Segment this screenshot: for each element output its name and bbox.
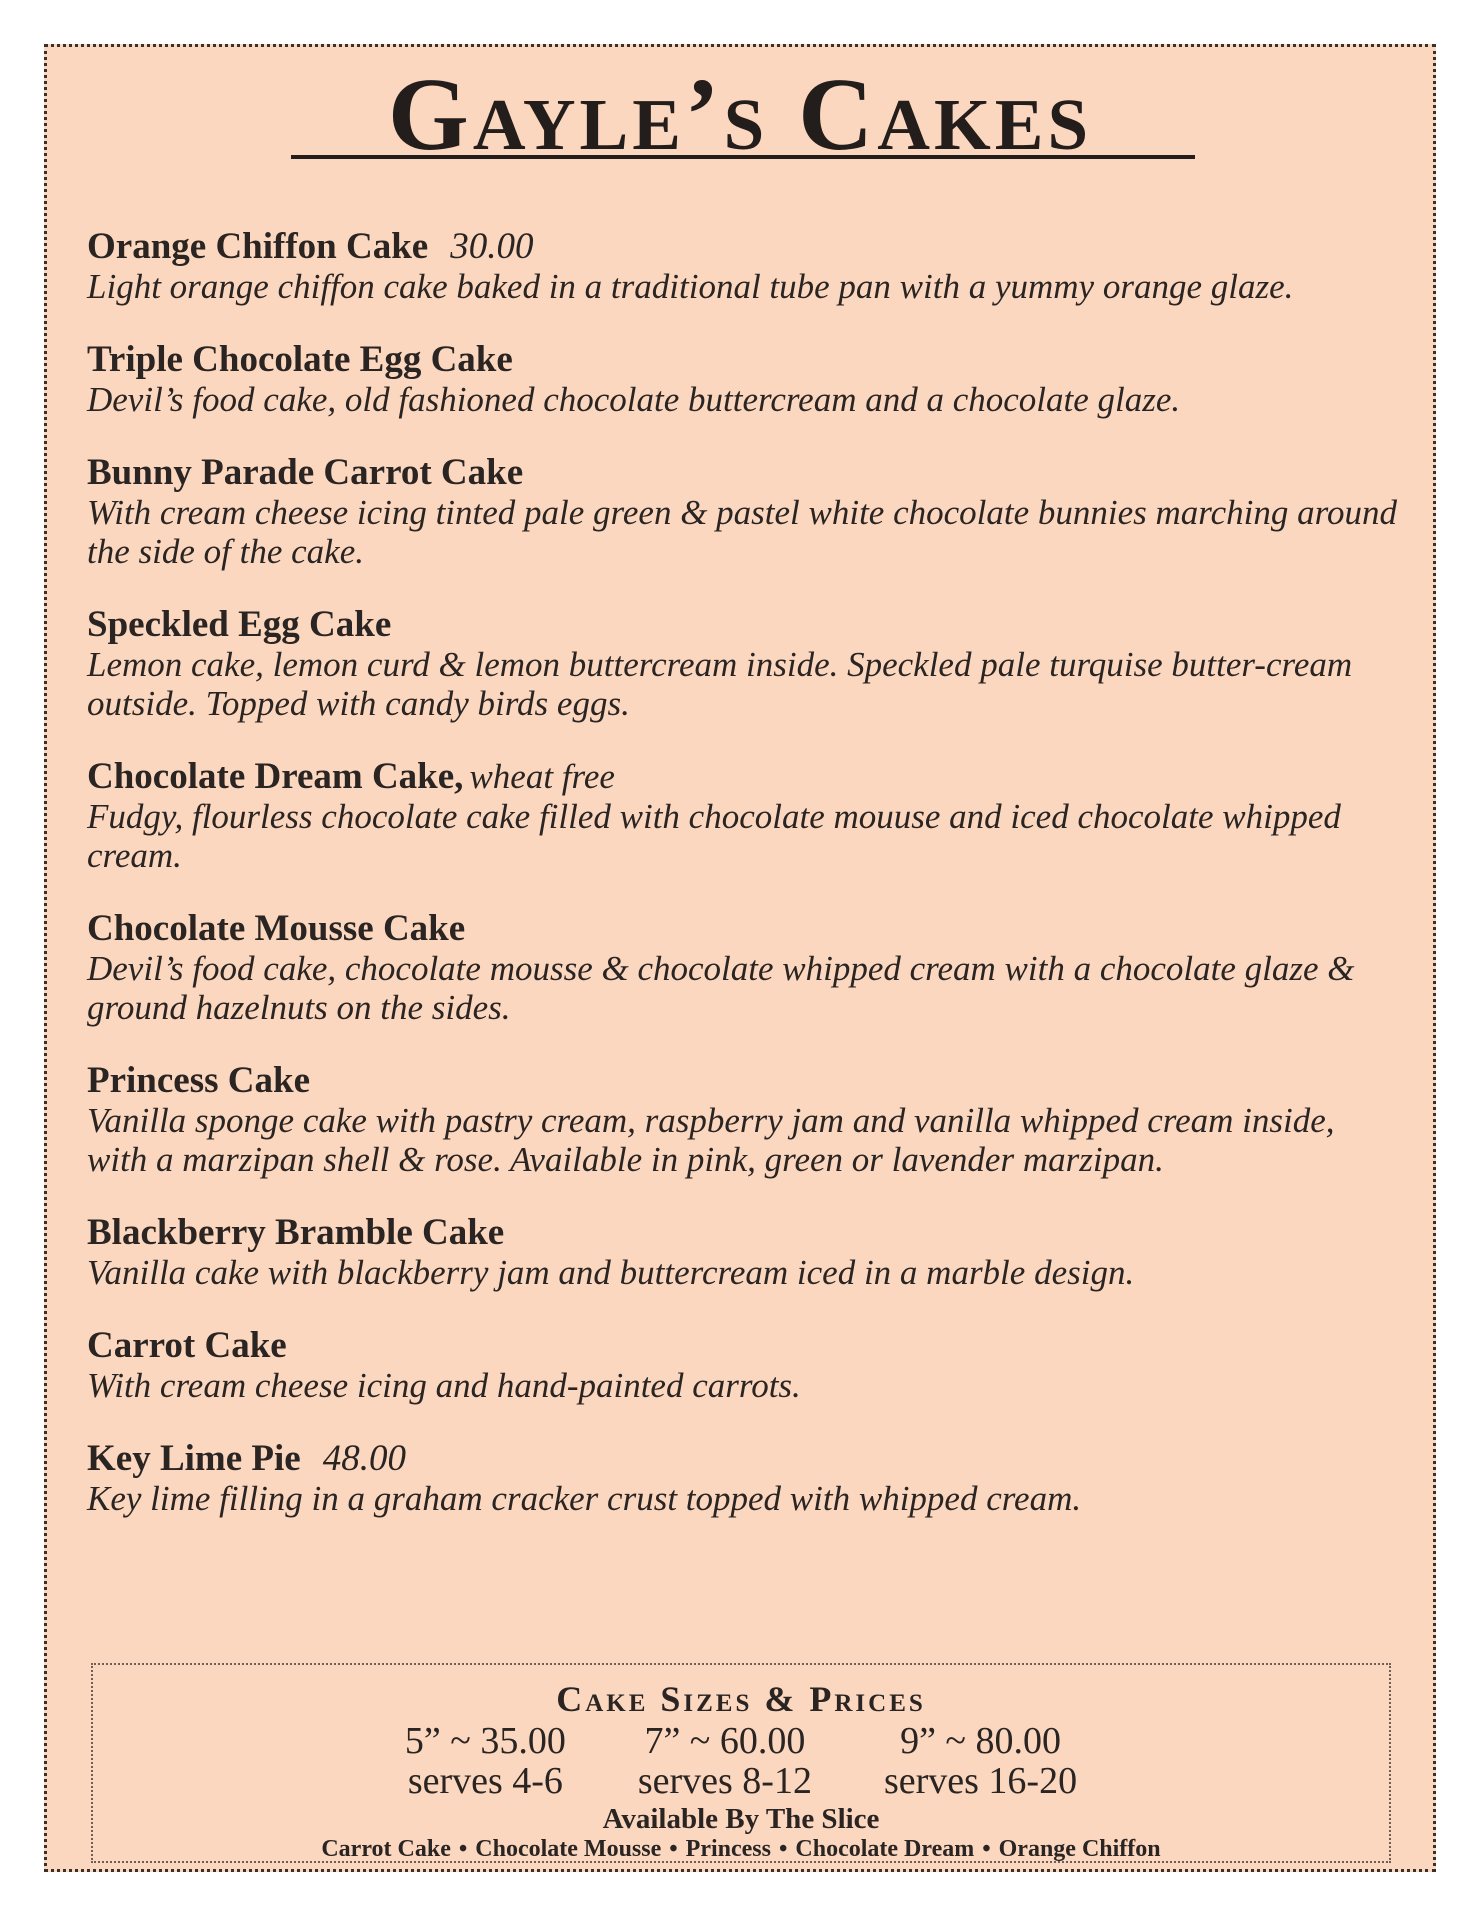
item-name: Triple Chocolate Egg Cake: [87, 339, 513, 380]
item-name: Carrot Cake: [87, 1325, 287, 1366]
size-serves: serves 4-6: [407, 1760, 563, 1802]
item-name: Princess Cake: [87, 1060, 310, 1101]
slice-title: Available By The Slice: [602, 1803, 880, 1835]
item-description: Devil’s food cake, chocolate mousse & chocolate whipped cream with a chocolate glaze & ground hazelnuts on the sides.: [87, 949, 1355, 1027]
item-description: Lemon cake, lemon curd & lemon buttercream inside. Speckled pale turquise butter-cream outside. Topped with candy birds eggs.: [87, 645, 1353, 723]
item-description: Vanilla sponge cake with pastry cream, raspberry jam and vanilla whipped cream inside, with a marzipan shell & rose. Available in pink, green or lavender marzipan.: [87, 1101, 1335, 1179]
menu-item: [87, 1439, 1403, 1518]
item-name: Chocolate Dream Cake,: [87, 756, 464, 797]
slice-separator: •: [778, 1836, 788, 1862]
item-name: Key Lime Pie: [87, 1438, 301, 1479]
menu-item: [87, 1061, 1403, 1179]
menu-item: [87, 1213, 1403, 1292]
title-underline: [291, 155, 1195, 159]
size-option: [884, 1721, 1077, 1801]
menu-item: [87, 605, 1403, 723]
item-name: Blackberry Bramble Cake: [87, 1212, 505, 1253]
slice-item: Carrot Cake: [321, 1836, 451, 1862]
size-price: 9” ~ 80.00: [900, 1720, 1061, 1762]
item-description: Vanilla cake with blackberry jam and buttercream iced in a marble design.: [87, 1253, 1135, 1292]
item-price: 48.00: [322, 1438, 406, 1479]
cake-sizes-box: [91, 1663, 1391, 1863]
item-description: With cream cheese icing and hand-painted carrots.: [87, 1366, 801, 1405]
menu-item: [87, 757, 1403, 875]
item-description: With cream cheese icing tinted pale green & pastel white chocolate bunnies marching around the side of the cake.: [87, 493, 1397, 571]
menu-item: [87, 340, 1403, 419]
item-price: 30.00: [450, 226, 534, 267]
menu-item: [87, 453, 1403, 571]
size-price: 7” ~ 60.00: [644, 1720, 806, 1762]
size-options: [93, 1721, 1389, 1801]
slice-item: Chocolate Mousse: [475, 1836, 662, 1862]
item-name: Orange Chiffon Cake: [87, 226, 429, 267]
slice-separator: •: [458, 1836, 468, 1862]
item-description: Devil’s food cake, old fashioned chocolate buttercream and a chocolate glaze.: [87, 380, 1181, 419]
size-serves: serves 16-20: [883, 1760, 1078, 1802]
item-name: Bunny Parade Carrot Cake: [87, 452, 524, 493]
menu-item: [87, 909, 1403, 1027]
item-note: wheat free: [469, 757, 615, 796]
menu-page: [44, 44, 1436, 1872]
sizes-title: Cake Sizes & Prices: [556, 1679, 926, 1719]
menu-item: [87, 227, 1403, 306]
item-description: Key lime filling in a graham cracker crust topped with whipped cream.: [87, 1479, 1082, 1518]
slice-separator: •: [669, 1836, 678, 1862]
slice-item: Chocolate Dream: [795, 1836, 975, 1862]
slice-separator: •: [982, 1836, 991, 1862]
menu-item: [87, 1326, 1403, 1405]
size-serves: serves 8-12: [637, 1760, 812, 1802]
size-price: 5” ~ 35.00: [404, 1720, 566, 1762]
item-name: Chocolate Mousse Cake: [87, 908, 466, 949]
item-name: Speckled Egg Cake: [87, 604, 392, 645]
slice-list: [93, 1835, 1389, 1863]
menu-title: Gayle’s Cakes: [387, 57, 1093, 172]
size-option: [638, 1721, 812, 1801]
slice-item: Princess: [685, 1836, 771, 1862]
cake-list: [87, 227, 1403, 1552]
item-description: Light orange chiffon cake baked in a traditional tube pan with a yummy orange glaze.: [87, 267, 1294, 306]
item-description: Fudgy, flourless chocolate cake filled with chocolate mouuse and iced chocolate whipped cream.: [87, 797, 1341, 875]
size-option: [405, 1721, 566, 1801]
slice-item: Orange Chiffon: [998, 1836, 1161, 1862]
